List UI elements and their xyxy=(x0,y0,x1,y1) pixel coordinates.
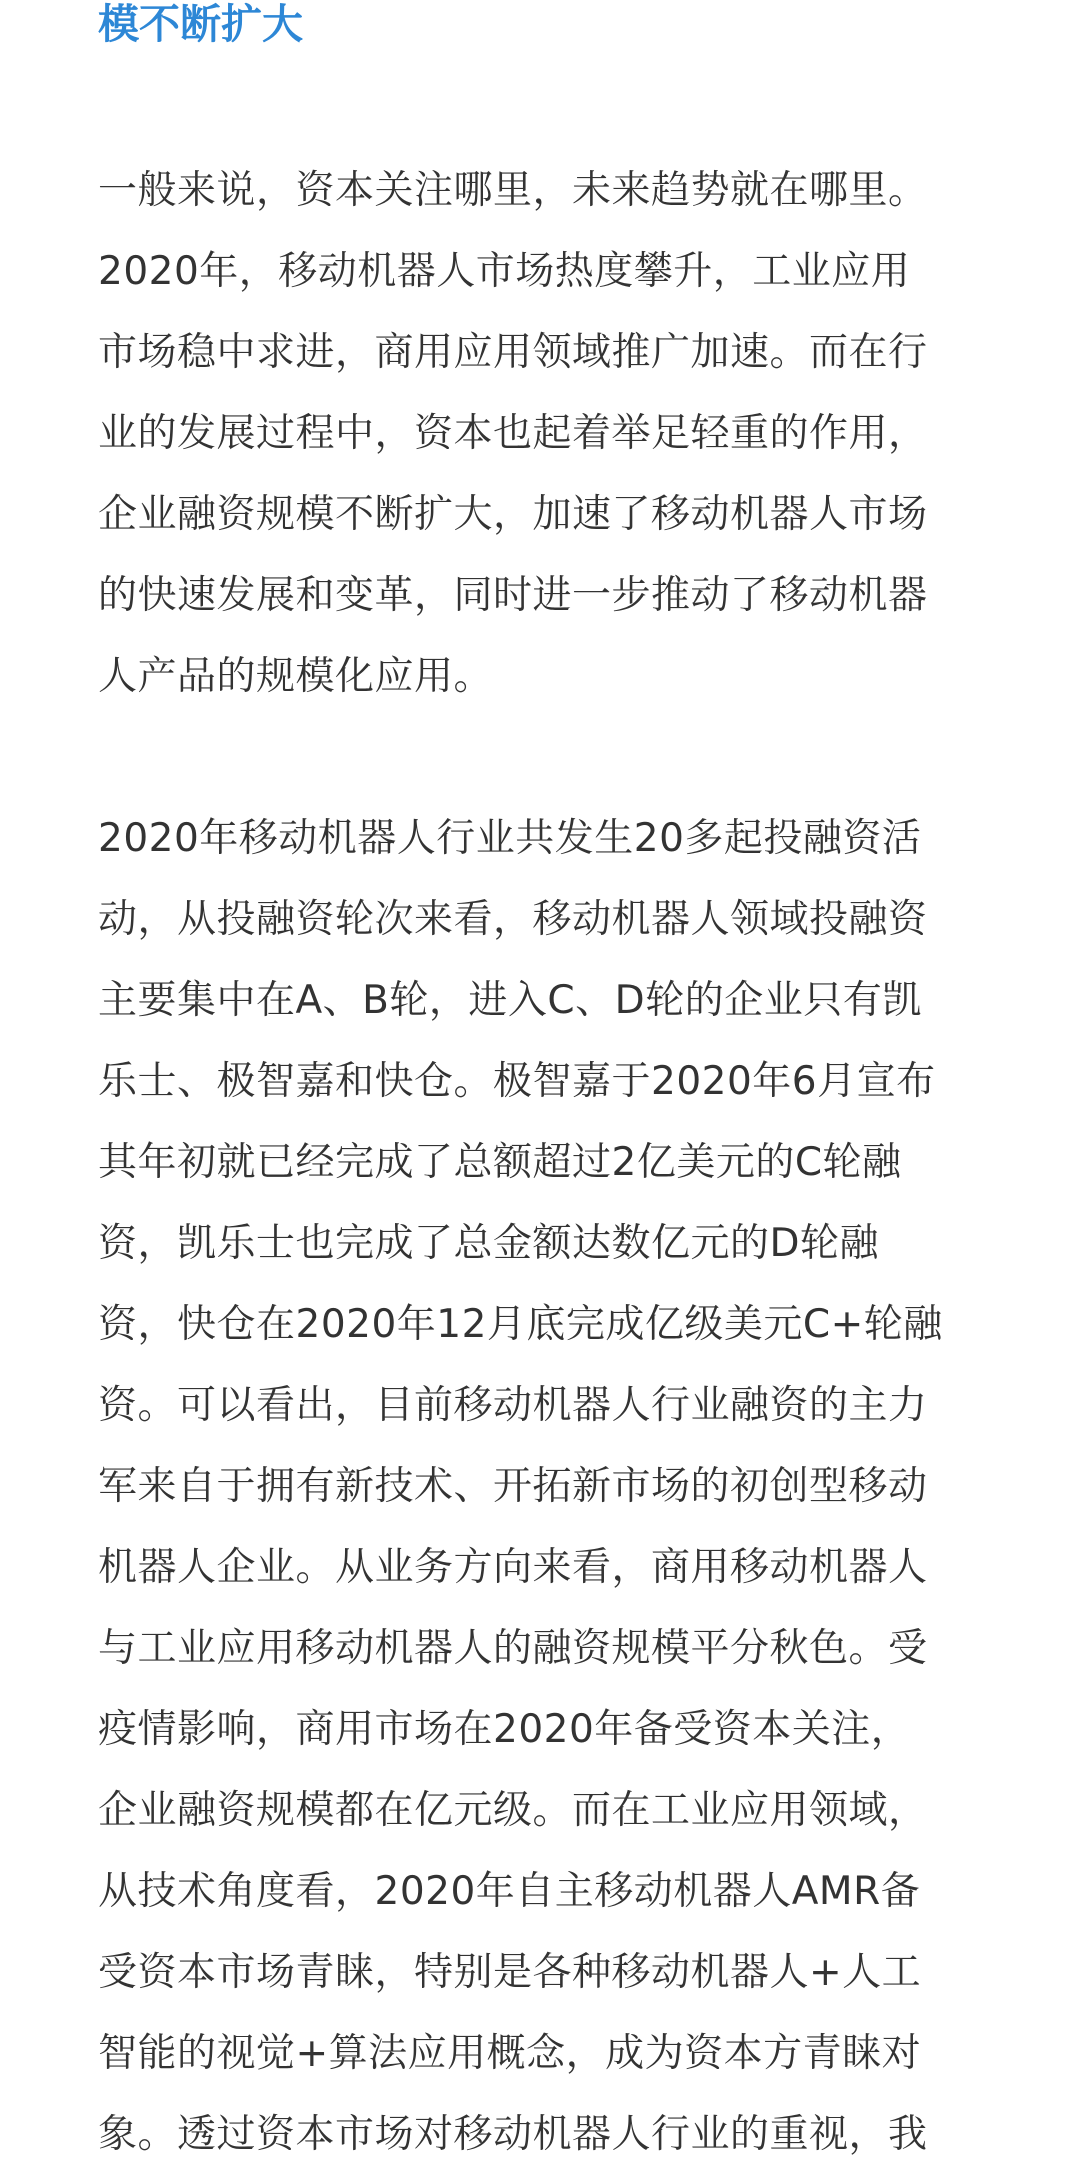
paragraph-line: 资，凯乐士也完成了总金额达数亿元的D轮融 xyxy=(98,1221,880,1266)
paragraph-line: 人产品的规模化应用。 xyxy=(98,654,494,699)
paragraph-line: 与工业应用移动机器人的融资规模平分秋色。受 xyxy=(98,1626,928,1671)
paragraph-line: 象。透过资本市场对移动机器人行业的重视，我 xyxy=(98,2112,928,2157)
paragraph-line: 智能的视觉+算法应用概念，成为资本方青睐对 xyxy=(98,2031,922,2076)
paragraph-line: 2020年，移动机器人市场热度攀升，工业应用 xyxy=(98,249,911,294)
paragraph-line: 企业融资规模都在亿元级。而在工业应用领域， xyxy=(98,1788,928,1833)
paragraph-2 xyxy=(98,798,943,2158)
paragraph-line: 军来自于拥有新技术、开拓新市场的初创型移动 xyxy=(98,1464,928,1509)
paragraph-line: 动，从投融资轮次来看，移动机器人领域投融资 xyxy=(98,897,928,942)
paragraph-1 xyxy=(98,150,928,717)
paragraph-line: 其年初就已经完成了总额超过2亿美元的C轮融 xyxy=(98,1140,902,1185)
paragraph-line: 机器人企业。从业务方向来看，商用移动机器人 xyxy=(98,1545,928,1590)
paragraph-line: 一般来说，资本关注哪里，未来趋势就在哪里。 xyxy=(98,168,928,213)
paragraph-line: 疫情影响，商用市场在2020年备受资本关注， xyxy=(98,1707,911,1752)
paragraph-line: 资。可以看出，目前移动机器人行业融资的主力 xyxy=(98,1383,928,1428)
paragraph-line: 主要集中在A、B轮，进入C、D轮的企业只有凯 xyxy=(98,978,922,1023)
paragraph-line: 业的发展过程中，资本也起着举足轻重的作用， xyxy=(98,411,928,456)
paragraph-line: 的快速发展和变革，同时进一步推动了移动机器 xyxy=(98,573,928,618)
paragraph-line: 企业融资规模不断扩大，加速了移动机器人市场 xyxy=(98,492,928,537)
paragraph-line: 市场稳中求进，商用应用领域推广加速。而在行 xyxy=(98,330,928,375)
paragraph-line: 从技术角度看，2020年自主移动机器人AMR备 xyxy=(98,1869,921,1914)
paragraph-line: 受资本市场青睐，特别是各种移动机器人+人工 xyxy=(98,1950,922,1995)
paragraph-line: 资，快仓在2020年12月底完成亿级美元C+轮融 xyxy=(98,1302,943,1347)
section-heading: 模不断扩大 xyxy=(98,0,303,48)
paragraph-line: 2020年移动机器人行业共发生20多起投融资活 xyxy=(98,816,922,861)
paragraph-line: 乐士、极智嘉和快仓。极智嘉于2020年6月宣布 xyxy=(98,1059,936,1104)
